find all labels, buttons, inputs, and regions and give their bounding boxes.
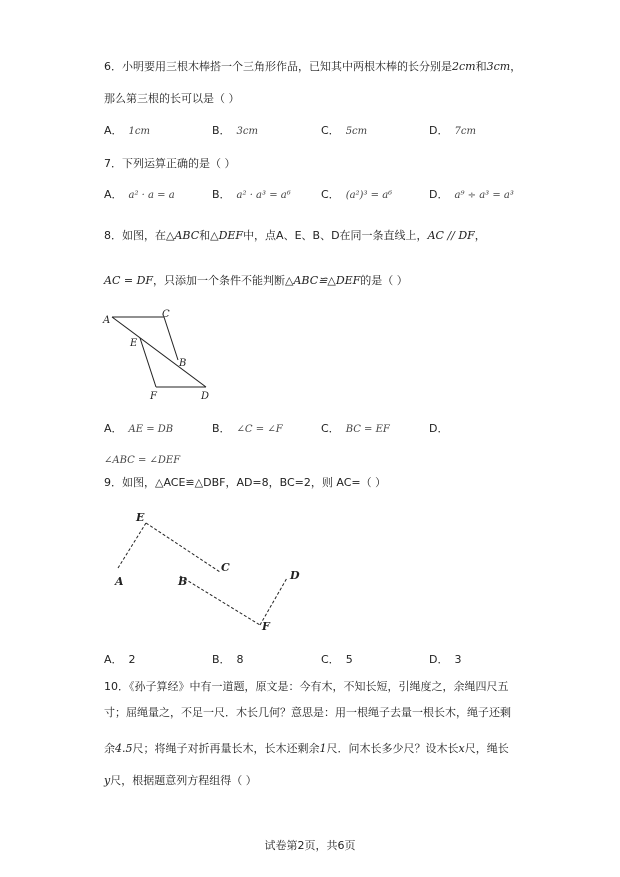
q6-len2: 3cm (486, 60, 511, 73)
q8-label-a: A (103, 315, 111, 326)
q10-line4: y尺，根据题意列方程组得（ ） (104, 774, 257, 787)
q8-option-d-value: ∠ABC = ∠DEF (104, 455, 181, 466)
q8-label-d: D (201, 391, 210, 402)
q8-label-b: B (179, 358, 187, 369)
q9-label-a: A (115, 575, 124, 588)
q8-triangle-abc: △ABC (166, 229, 200, 242)
q9-segment-ec (146, 523, 220, 572)
q8-condition: AC = DF (104, 274, 154, 287)
q8-label-e: E (130, 338, 138, 349)
q9-stem: 9．如图，△ACE≌△DBF，AD=8，BC=2，则 AC=（ ） (104, 476, 387, 489)
q9-segment-bf (180, 576, 260, 625)
q8-congruence: △ABC≌△DEF (285, 274, 361, 287)
q10-num-4-5: 4.5 (115, 742, 133, 755)
q10-num-1: 1 (319, 742, 327, 755)
q7-option-d: D． a⁹ ÷ a³ = a³ (429, 188, 514, 201)
q8-triangle-def: △DEF (210, 229, 244, 242)
q6-option-b: B． 3cm (212, 124, 258, 137)
q8-option-c: C． BC = EF (321, 422, 390, 435)
q9-figure (110, 508, 310, 636)
q9-label-e: E (136, 511, 145, 524)
q8-option-a: A． AE = DB (104, 422, 174, 435)
q9-option-b: B． 8 (212, 653, 244, 666)
q8-stem-line2: AC = DF，只添加一个条件不能判断△ABC≌△DEF的是（ ） (104, 274, 408, 287)
q8-segment-cb (164, 317, 178, 360)
q8-option-d: D． (429, 422, 449, 435)
q9-option-c: C． 5 (321, 653, 353, 666)
q9-label-d: D (290, 569, 300, 582)
q8-stem-line1: 8．如图，在△ABC和△DEF中，点A、E、B、D在同一条直线上，AC // DF， (104, 229, 486, 242)
q9-label-b: B (178, 575, 188, 588)
q10-var-y: y (104, 774, 111, 787)
q6-option-c: C． 5cm (321, 124, 368, 137)
q10-line2: 寸；屈绳量之，不足一尺．木长几何？意思是：用一根绳子去量一根长木，绳子还剩 (104, 706, 511, 719)
q9-option-a: A． 2 (104, 653, 136, 666)
q6-join: 和 (475, 60, 487, 73)
q8-option-b: B． ∠C = ∠F (212, 422, 283, 435)
q9-segment-fd (260, 578, 287, 625)
q7-option-a: A． a² · a = a (104, 188, 175, 201)
q6-option-a: A． 1cm (104, 124, 150, 137)
q8-parallel: AC // DF (427, 229, 475, 242)
q6-stem-line2: 那么第三根的长可以是（ ） (104, 92, 240, 105)
q9-label-f: F (262, 620, 270, 633)
q10-line1: 10．《孙子算经》中有一道题，原文是：今有木，不知长短，引绳度之，余绳四尺五 (104, 680, 509, 693)
q9-option-d: D． 3 (429, 653, 462, 666)
q7-option-c: C． (a²)³ = a⁶ (321, 188, 393, 201)
q8-label-c: C (162, 309, 170, 320)
page-footer: 试卷第2页，共6页 (264, 839, 356, 852)
q8-segment-ef (140, 338, 156, 387)
q9-segment-ae (118, 523, 146, 568)
q6-option-d: D． 7cm (429, 124, 476, 137)
q8-line-ad (112, 317, 206, 387)
q7-option-b: B． a² · a³ = a⁶ (212, 188, 291, 201)
q6-stem-line1 (104, 60, 521, 74)
q10-var-x: x (458, 742, 465, 755)
q6-stem-text: 6．小明要用三根木棒搭一个三角形作品，已知其中两根木棒的长分别是 (104, 60, 452, 73)
q6-comma: ， (510, 60, 522, 73)
q8-label-f: F (150, 391, 157, 402)
q7-stem: 7．下列运算正确的是（ ） (104, 157, 236, 170)
q6-len1: 2cm (452, 60, 476, 73)
q10-line3: 余4.5尺；将绳子对折再量长木，长木还剩余1尺．问木长多少尺？设木长x尺，绳长 (104, 742, 509, 755)
q8-figure (100, 305, 220, 405)
q9-label-c: C (221, 561, 230, 574)
